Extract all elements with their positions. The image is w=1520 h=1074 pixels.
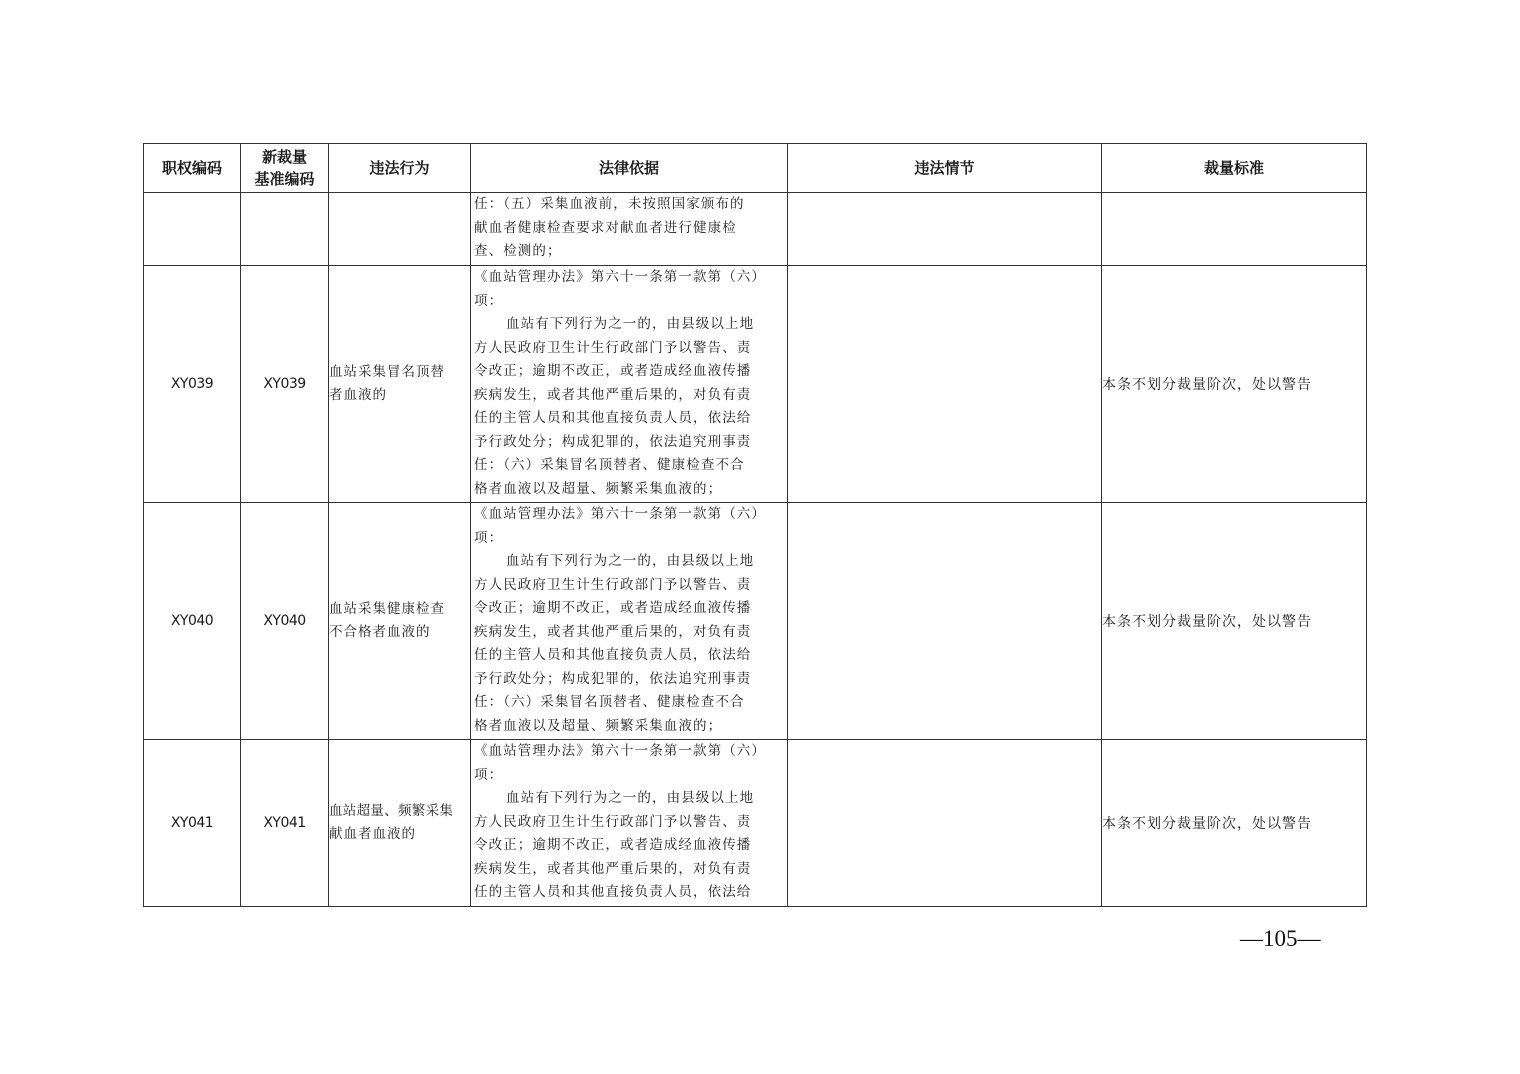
violation-line: 献血者血液的 bbox=[329, 826, 416, 842]
legal-basis-cell bbox=[471, 503, 788, 740]
new-code-cell: XY039 bbox=[241, 266, 329, 503]
basis-line: 疾病发生，或者其他严重后果的，对负有责 bbox=[474, 623, 752, 640]
table-row bbox=[144, 740, 1367, 907]
basis-line: 格者血液以及超量、频繁采集血液的； bbox=[474, 480, 723, 497]
new-code-cell bbox=[241, 193, 329, 266]
basis-line: 方人民政府卫生计生行政部门予以警告、责 bbox=[474, 339, 752, 356]
violation-line: 血站超量、频繁采集 bbox=[329, 802, 454, 819]
violation-line: 血站采集健康检查 bbox=[329, 600, 445, 617]
basis-line: 项： bbox=[474, 292, 504, 309]
page-number: —105— bbox=[1240, 926, 1321, 951]
table-row bbox=[144, 503, 1367, 740]
violation-line: 者血液的 bbox=[329, 387, 387, 403]
standard-cell: 本条不划分裁量阶次，处以警告 bbox=[1102, 266, 1367, 503]
basis-line: 任的主管人员和其他直接负责人员，依法给 bbox=[474, 884, 752, 900]
table-row bbox=[144, 266, 1367, 503]
header-new-code-line1: 新裁量 bbox=[261, 148, 307, 166]
authority-code-cell: XY041 bbox=[144, 740, 241, 907]
violation-cell bbox=[329, 266, 471, 503]
basis-line: 任：（五）采集血液前，未按照国家颁布的 bbox=[474, 196, 745, 212]
legal-basis-cell bbox=[471, 266, 788, 503]
header-circumstance: 违法情节 bbox=[788, 144, 1102, 193]
header-authority-code: 职权编码 bbox=[144, 144, 241, 193]
standard-cell bbox=[1102, 193, 1367, 266]
basis-line: 《血站管理办法》第六十一条第一款第（六） bbox=[474, 269, 766, 285]
basis-line: 任的主管人员和其他直接负责人员，依法给 bbox=[474, 410, 752, 426]
header-legal-basis: 法律依据 bbox=[471, 144, 788, 193]
authority-code-cell: XY040 bbox=[144, 503, 241, 740]
basis-line: 《血站管理办法》第六十一条第一款第（六） bbox=[474, 743, 766, 759]
basis-line: 血站有下列行为之一的，由县级以上地 bbox=[506, 790, 755, 806]
basis-line: 格者血液以及超量、频繁采集血液的； bbox=[474, 717, 723, 734]
basis-line: 方人民政府卫生计生行政部门予以警告、责 bbox=[474, 813, 752, 830]
basis-line: 《血站管理办法》第六十一条第一款第（六） bbox=[474, 506, 766, 522]
table-row bbox=[144, 193, 1367, 266]
circumstance-cell bbox=[788, 503, 1102, 740]
table-header-row bbox=[144, 144, 1367, 193]
basis-line: 血站有下列行为之一的，由县级以上地 bbox=[506, 553, 755, 569]
authority-code-cell: XY039 bbox=[144, 266, 241, 503]
header-new-code bbox=[241, 144, 329, 193]
basis-line: 查、检测的； bbox=[474, 243, 562, 259]
basis-line: 方人民政府卫生计生行政部门予以警告、责 bbox=[474, 576, 752, 593]
new-code-cell: XY040 bbox=[241, 503, 329, 740]
basis-line: 任：（六）采集冒名顶替者、健康检查不合 bbox=[474, 457, 745, 473]
circumstance-cell bbox=[788, 193, 1102, 266]
violation-cell bbox=[329, 740, 471, 907]
new-code-cell: XY041 bbox=[241, 740, 329, 907]
basis-line: 任：（六）采集冒名顶替者、健康检查不合 bbox=[474, 694, 745, 710]
legal-basis-cell bbox=[471, 193, 788, 266]
basis-line: 任的主管人员和其他直接负责人员，依法给 bbox=[474, 647, 752, 663]
header-standard: 裁量标准 bbox=[1102, 144, 1367, 193]
standard-cell: 本条不划分裁量阶次，处以警告 bbox=[1102, 740, 1367, 907]
violation-cell bbox=[329, 503, 471, 740]
circumstance-cell bbox=[788, 740, 1102, 907]
violation-line: 不合格者血液的 bbox=[329, 624, 431, 640]
discretion-standard-table bbox=[143, 143, 1367, 907]
basis-line: 予行政处分；构成犯罪的，依法追究刑事责 bbox=[474, 670, 752, 687]
basis-line: 令改正；逾期不改正，或者造成经血液传播 bbox=[474, 363, 752, 379]
violation-cell bbox=[329, 193, 471, 266]
basis-line: 项： bbox=[474, 766, 504, 783]
basis-line: 疾病发生，或者其他严重后果的，对负有责 bbox=[474, 860, 752, 877]
header-new-code-line2: 基准编码 bbox=[254, 170, 315, 188]
standard-cell: 本条不划分裁量阶次，处以警告 bbox=[1102, 503, 1367, 740]
basis-line: 项： bbox=[474, 529, 504, 546]
basis-line: 献血者健康检查要求对献血者进行健康检 bbox=[474, 219, 737, 236]
basis-line: 血站有下列行为之一的，由县级以上地 bbox=[506, 316, 755, 332]
header-violation: 违法行为 bbox=[329, 144, 471, 193]
authority-code-cell bbox=[144, 193, 241, 266]
basis-line: 令改正；逾期不改正，或者造成经血液传播 bbox=[474, 837, 752, 853]
basis-line: 令改正；逾期不改正，或者造成经血液传播 bbox=[474, 600, 752, 616]
legal-basis-cell bbox=[471, 740, 788, 907]
basis-line: 予行政处分；构成犯罪的，依法追究刑事责 bbox=[474, 433, 752, 450]
basis-line: 疾病发生，或者其他严重后果的，对负有责 bbox=[474, 386, 752, 403]
violation-line: 血站采集冒名顶替 bbox=[329, 363, 445, 380]
circumstance-cell bbox=[788, 266, 1102, 503]
